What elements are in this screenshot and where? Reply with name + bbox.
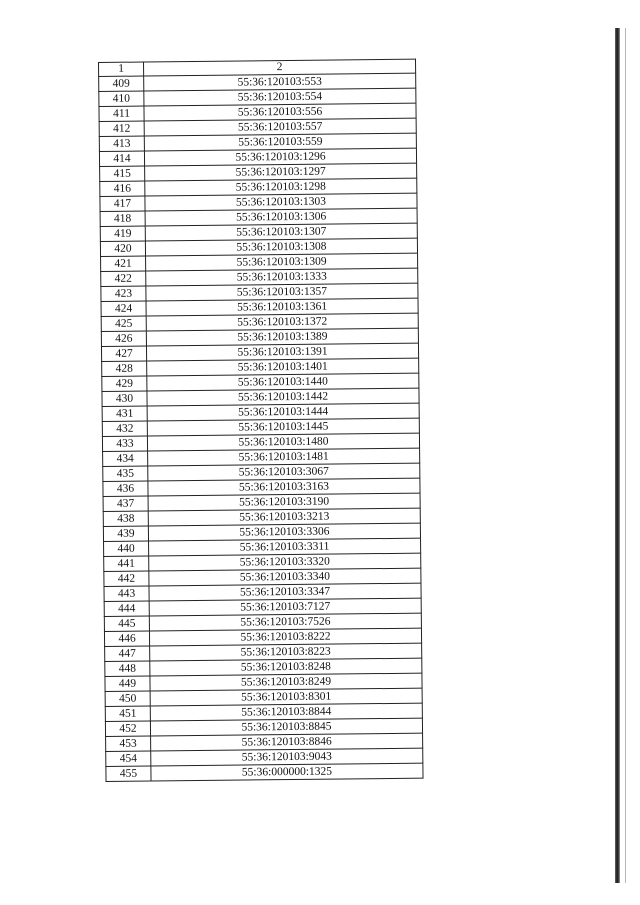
row-number-cell: 446: [104, 631, 149, 646]
row-number-cell: 432: [102, 421, 147, 436]
cadastral-number-cell: 55:36:120103:3213: [148, 508, 420, 526]
row-number-cell: 436: [103, 481, 148, 496]
cadastral-number-cell: 55:36:120103:1297: [145, 163, 417, 181]
cadastral-number-cell: 55:36:120103:3067: [148, 463, 420, 481]
row-number-cell: 447: [105, 646, 150, 661]
row-number-cell: 448: [105, 661, 150, 676]
row-number-cell: 434: [103, 451, 148, 466]
row-number-cell: 417: [100, 196, 145, 211]
cadastral-table: [98, 59, 424, 782]
cadastral-number-cell: 55:36:120103:1361: [146, 298, 418, 316]
cadastral-number-cell: 55:36:120103:8844: [150, 703, 422, 721]
row-number-cell: 410: [99, 91, 144, 106]
cadastral-number-cell: 55:36:120103:1481: [148, 448, 420, 466]
cadastral-number-cell: 55:36:120103:8845: [150, 718, 422, 736]
row-number-cell: 454: [106, 751, 151, 766]
cadastral-number-cell: 55:36:120103:1306: [145, 208, 417, 226]
row-number-cell: 414: [99, 151, 144, 166]
row-number-cell: 439: [103, 526, 148, 541]
row-number-cell: 455: [106, 766, 151, 781]
cadastral-number-cell: 55:36:120103:8223: [150, 643, 422, 661]
cadastral-number-cell: 55:36:120103:1309: [146, 253, 418, 271]
row-number-cell: 438: [103, 511, 148, 526]
cadastral-number-cell: 55:36:120103:556: [144, 103, 416, 121]
cadastral-number-cell: 55:36:120103:3190: [148, 493, 420, 511]
cadastral-number-cell: 55:36:120103:553: [144, 73, 416, 91]
row-number-cell: 427: [101, 346, 146, 361]
row-number-cell: 411: [99, 106, 144, 121]
document-table-wrapper: [98, 59, 424, 782]
cadastral-number-cell: 55:36:120103:9043: [151, 748, 423, 766]
cadastral-number-cell: 55:36:120103:7127: [149, 598, 421, 616]
row-number-cell: 429: [102, 376, 147, 391]
cadastral-number-cell: 55:36:120103:3340: [149, 568, 421, 586]
cadastral-number-cell: 55:36:120103:8248: [150, 658, 422, 676]
row-number-cell: 412: [99, 121, 144, 136]
cadastral-number-cell: 55:36:120103:554: [144, 88, 416, 106]
row-number-cell: 425: [101, 316, 146, 331]
cadastral-number-cell: 55:36:120103:1372: [146, 313, 418, 331]
cadastral-number-cell: 55:36:000000:1325: [151, 763, 423, 781]
row-number-cell: 452: [105, 721, 150, 736]
row-number-cell: 426: [101, 331, 146, 346]
row-number-cell: 449: [105, 676, 150, 691]
cadastral-number-cell: 55:36:120103:1391: [146, 343, 418, 361]
row-number-cell: 431: [102, 406, 147, 421]
scan-edge-shadow: [615, 28, 620, 883]
row-number-cell: 433: [102, 436, 147, 451]
row-number-cell: 444: [104, 601, 149, 616]
row-number-cell: 437: [103, 496, 148, 511]
row-number-cell: 442: [104, 571, 149, 586]
row-number-cell: 428: [102, 361, 147, 376]
cadastral-number-cell: 55:36:120103:1357: [146, 283, 418, 301]
row-number-cell: 445: [104, 616, 149, 631]
row-number-cell: 421: [101, 256, 146, 271]
column-header-number: 1: [99, 62, 144, 76]
cadastral-number-cell: 55:36:120103:3320: [149, 553, 421, 571]
cadastral-number-cell: 55:36:120103:8222: [149, 628, 421, 646]
cadastral-number-cell: 55:36:120103:8301: [150, 688, 422, 706]
cadastral-number-cell: 55:36:120103:1480: [147, 433, 419, 451]
cadastral-number-cell: 55:36:120103:1307: [145, 223, 417, 241]
cadastral-number-cell: 55:36:120103:1401: [147, 358, 419, 376]
row-number-cell: 443: [104, 586, 149, 601]
row-number-cell: 415: [100, 166, 145, 181]
row-number-cell: 419: [100, 226, 145, 241]
row-number-cell: 424: [101, 301, 146, 316]
row-number-cell: 441: [104, 556, 149, 571]
row-number-cell: 440: [104, 541, 149, 556]
row-number-cell: 453: [106, 736, 151, 751]
row-number-cell: 418: [100, 211, 145, 226]
cadastral-number-cell: 55:36:120103:1333: [146, 268, 418, 286]
cadastral-number-cell: 55:36:120103:3347: [149, 583, 421, 601]
cadastral-number-cell: 55:36:120103:1440: [147, 373, 419, 391]
row-number-cell: 413: [99, 136, 144, 151]
column-header-code: 2: [144, 59, 416, 76]
cadastral-number-cell: 55:36:120103:1442: [147, 388, 419, 406]
cadastral-number-cell: 55:36:120103:1296: [144, 148, 416, 166]
cadastral-number-cell: 55:36:120103:1444: [147, 403, 419, 421]
cadastral-number-cell: 55:36:120103:1303: [145, 193, 417, 211]
cadastral-number-cell: 55:36:120103:3163: [148, 478, 420, 496]
cadastral-number-cell: 55:36:120103:1308: [145, 238, 417, 256]
table-row: [106, 763, 423, 781]
row-number-cell: 422: [101, 271, 146, 286]
row-number-cell: 430: [102, 391, 147, 406]
cadastral-number-cell: 55:36:120103:7526: [149, 613, 421, 631]
cadastral-number-cell: 55:36:120103:1445: [147, 418, 419, 436]
scan-edge-line: [625, 28, 626, 883]
row-number-cell: 435: [103, 466, 148, 481]
cadastral-number-cell: 55:36:120103:559: [144, 133, 416, 151]
cadastral-number-cell: 55:36:120103:3306: [148, 523, 420, 541]
cadastral-number-cell: 55:36:120103:1389: [146, 328, 418, 346]
row-number-cell: 420: [100, 241, 145, 256]
cadastral-number-cell: 55:36:120103:8846: [151, 733, 423, 751]
row-number-cell: 450: [105, 691, 150, 706]
row-number-cell: 451: [105, 706, 150, 721]
cadastral-number-cell: 55:36:120103:1298: [145, 178, 417, 196]
row-number-cell: 423: [101, 286, 146, 301]
cadastral-number-cell: 55:36:120103:3311: [149, 538, 421, 556]
row-number-cell: 409: [99, 76, 144, 91]
cadastral-number-cell: 55:36:120103:557: [144, 118, 416, 136]
cadastral-number-cell: 55:36:120103:8249: [150, 673, 422, 691]
table-body: [99, 59, 424, 781]
row-number-cell: 416: [100, 181, 145, 196]
